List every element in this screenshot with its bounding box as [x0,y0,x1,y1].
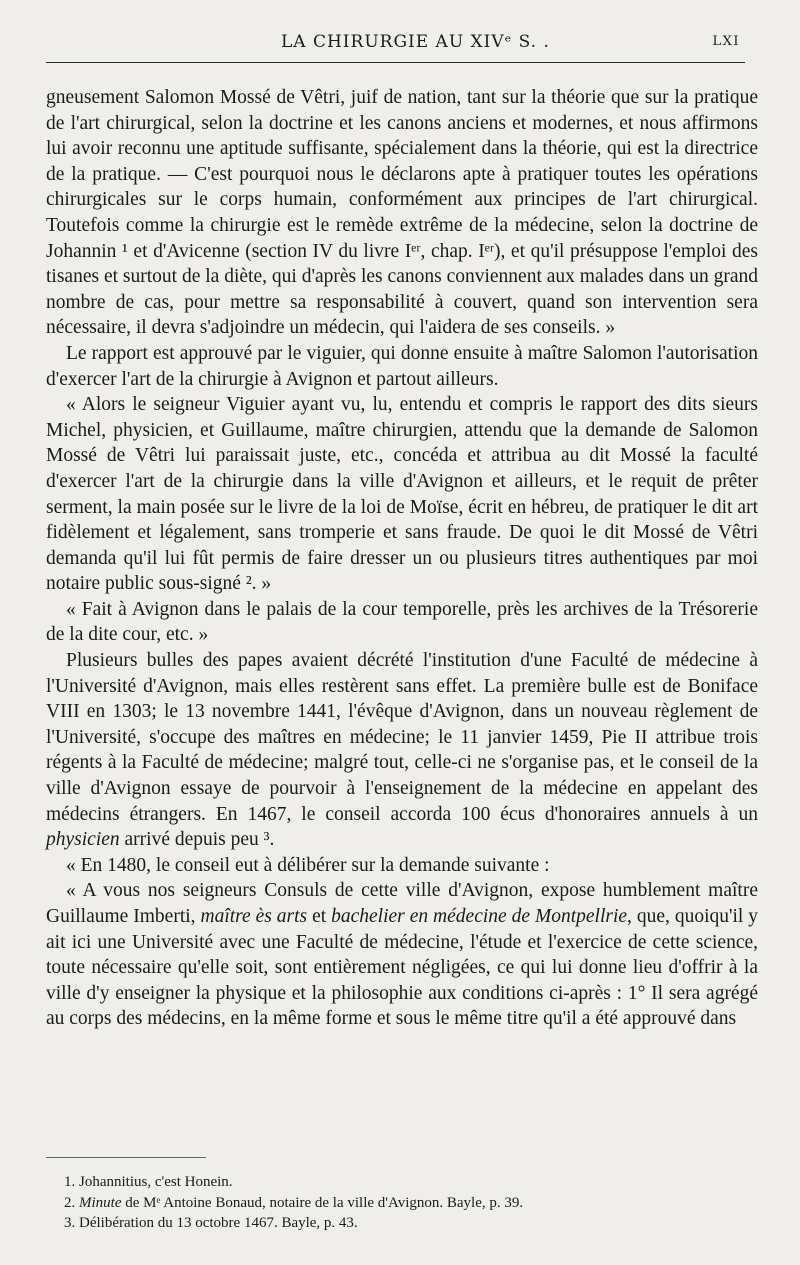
paragraph-text: Plusieurs bulles des papes avaient décrété l'institution d'une Faculté de médecine à l'Université d'Avignon, mais elles restèrent sans effet. La première bulle est de Boniface VIII en 1303; le 13 novembre 1441, l'évêque d'Avignon, dans un nouveau règlement de l'Université, s'occupe des maîtres en médecine; le 11 janvier 1459, Pie II attribue trois régents à la Faculté de médecine; malgré tout, celle-ci ne s'organise pas, et le conseil de la ville d'Avignon essaye de pourvoir à l'enseignement de la médecine en appelant des médecins étrangers. En 1467, le conseil accorda 100 écus d'honoraires annuels à un [46,650,758,825]
paragraph-text: « A vous nos seigneurs Consuls de cette ville d'Avignon, expose humblement maître Guillaume Imberti, [46,880,758,927]
italic-term: physicien [46,829,120,851]
footnotes [64,1172,764,1234]
footnote-text: de Mᵉ Antoine Bonaud, notaire de la ville d'Avignon. Bayle, p. 39. [121,1194,524,1211]
footnote-rule [46,1157,206,1158]
footnote-italic: Minute [79,1194,122,1211]
body-text [46,85,758,1032]
page-number: LXI [712,34,740,49]
header-rule [46,62,745,63]
running-title: LA CHIRURGIE AU XIVᵉ S. . [281,32,550,52]
paragraph: gneusement Salomon Mossé de Vêtri, juif de nation, tant sur la théorie que sur la pratique de l'art chirurgical, selon la doctrine et les canons anciens et modernes, et nous affirmons lui avoir reconnu une aptitude suffisante, spécialement dans la théorie, qui est la directrice de la pratique. — C'est pourquoi nous le déclarons apte à pratiquer toutes les opérations chirurgicales sur le corps humain, conformément aux principes de l'art chirurgical. Toutefois comme la chirurgie est le remède extrême de la médecine, selon la doctrine de Johannin ¹ et d'Avicenne (section IV du livre Iᵉʳ, chap. Iᵉʳ), et qu'il présuppose l'emploi des tisanes et surtout de la diète, qui d'après les canons conviennent aux malades dans un grand nombre de cas, pour mettre sa responsabilité à couvert, quand son intervention sera nécessaire, il devra s'adjoindre un médecin, qui l'aidera de ses conseils. » [46,87,758,339]
footnote-1: 1. Johannitius, c'est Honein. [64,1174,233,1190]
paragraph-tail: , que, quoiqu'il y ait ici une Université avec une Faculté de médecine, l'étude et l'exercice de cette science, toute nécessaire qu'elle soit, sont entièrement négligées, ce qui lui donne lieu d'offrir à la ville d'y enseigner la physique et la philosophie aux conditions ci-après : 1° Il sera agrégé au corps des médecins, en la même forme et sous le même titre qu'il a été approuvé dans [46,906,759,1030]
footnote-number: 2. [64,1194,79,1211]
paragraph-tail: arrivé depuis peu ³. [119,829,275,851]
paragraph [46,648,758,853]
italic-term: bachelier en médecine de Montpellrie [331,906,628,927]
paragraph-text: et [307,906,332,927]
paragraph: « Fait à Avignon dans le palais de la cour temporelle, près les archives de la Trésorerie de la dite cour, etc. » [46,598,758,646]
footnote-2 [64,1193,764,1214]
paragraph: « En 1480, le conseil eut à délibérer sur la demande suivante : [66,854,550,876]
footnote-3: 3. Délibération du 13 octobre 1467. Bayle, p. 43. [64,1215,358,1231]
paragraph: « Alors le seigneur Viguier ayant vu, lu, entendu et compris le rapport des dits sieurs Michel, physicien, et Guillaume, maître chirurgien, attendu que la demande de Salomon Mossé de Vêtri lui paraissait juste, etc., concéda et attribua au dit Mossé la faculté d'exercer l'art de la chirurgie dans la ville d'Avignon et ailleurs, et le requit de prêter serment, la main posée sur le livre de la loi de Moïse, écrit en hébreu, de pratiquer le dit art fidèlement et légalement, sans tromperie et sans fraude. De quoi le dit Mossé de Vêtri demanda qu'il lui fût permis de faire dresser un ou plusieurs titres authentiques par moi notaire public sous-signé ². » [46,394,758,595]
paragraph: Le rapport est approuvé par le viguier, qui donne ensuite à maître Salomon l'autorisation d'exercer l'art de la chirurgie à Avignon et partout ailleurs. [46,342,758,390]
italic-term: maître ès arts [200,906,308,927]
running-header [46,28,740,58]
paragraph [46,878,758,1032]
